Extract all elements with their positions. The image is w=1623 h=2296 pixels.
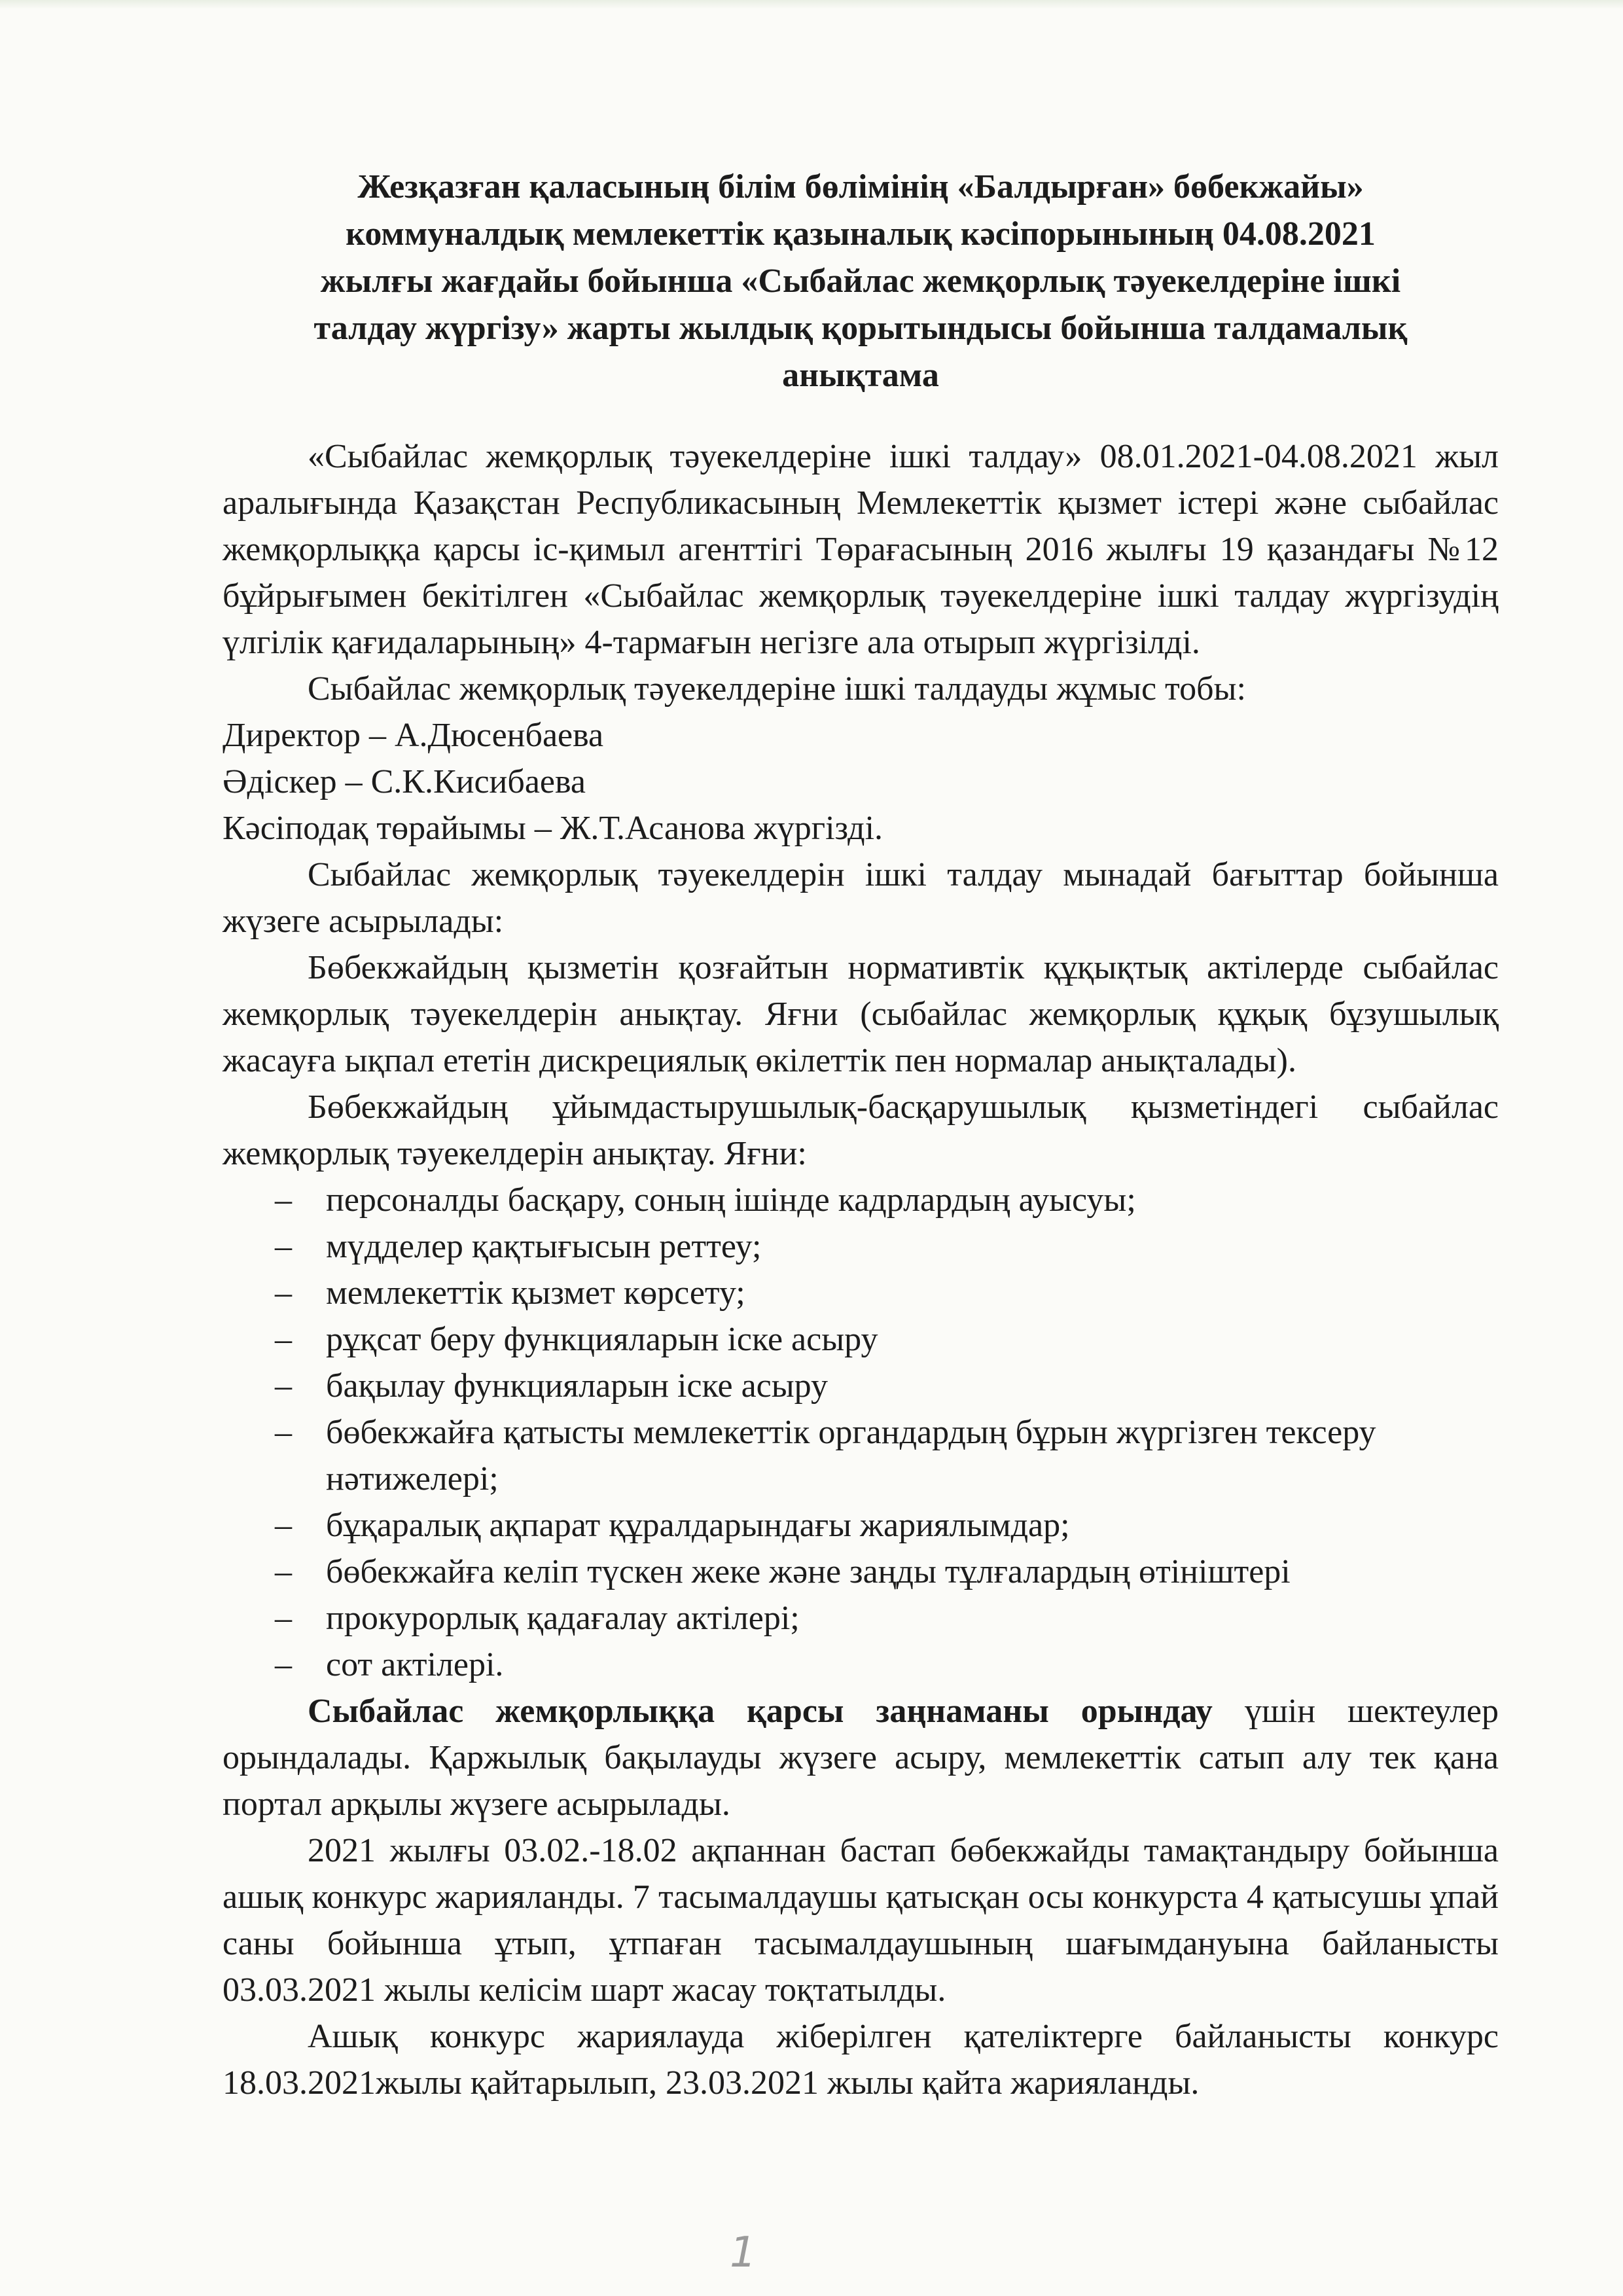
list-dash: –	[275, 1600, 292, 1637]
member-methodist: Әдіскер – С.К.Кисибаева	[223, 763, 586, 800]
member-union-chair: Кәсіподақ төрайымы – Ж.Т.Асанова жүргізді.	[223, 810, 883, 847]
list-item-text: бөбекжайға келіп түскен жеке және заңды тұлғалардың өтініштері	[326, 1553, 1291, 1590]
list-dash: –	[275, 1228, 292, 1265]
intro-paragraph: «Сыбайлас жемқорлық тәуекелдеріне ішкі талдау» 08.01.2021-04.08.2021 жыл аралығында Қазақстан Республикасының Мемлекеттік қызмет істері және сыбайлас жемқорлыққа қарсы іс-қимыл агенттігі Төрағасының 2016 жылғы 19 қазандағы №12 бұйрығымен бекітілген «Сыбайлас жемқорлық тәуекелдеріне ішкі талдау жүргізудің үлгілік қағидаларының» 4-тармағын негізге ала отырып жүргізілді.	[223, 438, 1499, 661]
list-dash: –	[275, 1414, 292, 1451]
title-line: жылғы жағдайы бойынша «Сыбайлас жемқорлық тәуекелдеріне ішкі	[320, 262, 1401, 300]
title-line: Жезқазған қаласының білім бөлімінің «Балдырған» бөбекжайы»	[357, 168, 1364, 206]
list-dash: –	[275, 1274, 292, 1312]
contest-paragraph: 2021 жылғы 03.02.-18.02 ақпаннан бастап бөбекжайды тамақтандыру бойынша ашық конкурс жарияланды. 7 тасымалдаушы қатысқан осы конкурста 4 қатысушы ұпай саны бойынша ұтып, ұтпаған тасымалдаушының шағымдануына байланысты 03.03.2021 жылы келісім шарт жасау тоқтатылды.	[223, 1832, 1499, 2009]
risk-areas-list	[223, 1177, 1499, 1688]
organizational-paragraph: Бөбекжайдың ұйымдастырушылық-басқарушылық қызметіндегі сыбайлас жемқорлық тәуекелдерін анықтау. Яғни:	[223, 1088, 1499, 1172]
list-item-text: бұқаралық ақпарат құралдарындағы жариялымдар;	[326, 1507, 1070, 1544]
normative-paragraph: Бөбекжайдың қызметін қозғайтын нормативтік құқықтық актілерде сыбайлас жемқорлық тәуекелдерін анықтау. Яғни (сыбайлас жемқорлық құқық бұзушылық жасауға ықпал ететін дискрециялық өкілеттік пен нормалар анықталады).	[223, 949, 1499, 1079]
list-dash: –	[275, 1181, 292, 1219]
title-line: коммуналдық мемлекеттік қазыналық кәсіпорынының 04.08.2021	[346, 215, 1376, 253]
list-dash: –	[275, 1646, 292, 1683]
contest-errors-paragraph: Ашық конкурс жариялауда жіберілген қателіктерге байланысты конкурс 18.03.2021жылы қайтарылып, 23.03.2021 жылы қайта жарияланды.	[223, 2018, 1499, 2102]
law-text: үшін шектеулер орындалады. Қаржылық бақылауды жүзеге асыру, мемлекеттік сатып алу тек қана портал арқылы жүзеге асырылады.	[223, 1693, 1499, 1823]
list-item	[275, 1363, 1499, 1409]
list-dash: –	[275, 1507, 292, 1544]
page-number: 1	[730, 2229, 757, 2277]
title-line: анықтама	[782, 357, 939, 394]
document-page	[223, 164, 1499, 2106]
list-item-text: рұқсат беру функцияларын іске асыру	[326, 1321, 878, 1358]
list-item-text: прокурорлық қадағалау актілері;	[326, 1600, 800, 1637]
list-dash: –	[275, 1367, 292, 1405]
list-item	[275, 1177, 1499, 1223]
list-item-text: сот актілері.	[326, 1646, 504, 1683]
scan-edge	[0, 0, 1623, 9]
title-line: талдау жүргізу» жарты жылдық қорытындысы бойынша талдамалық	[313, 310, 1408, 347]
law-paragraph	[223, 1688, 1499, 1827]
list-item-text: персоналды басқару, соның ішінде кадрлардың ауысуы;	[326, 1181, 1136, 1219]
list-dash: –	[275, 1321, 292, 1358]
law-heading: Сыбайлас жемқорлыққа қарсы заңнаманы орындау	[308, 1693, 1213, 1730]
list-item	[275, 1270, 1499, 1316]
list-item-text: бақылау функцияларын іске асыру	[326, 1367, 828, 1405]
list-item	[275, 1549, 1499, 1595]
list-item-text: мемлекеттік қызмет көрсету;	[326, 1274, 745, 1312]
list-item	[275, 1316, 1499, 1363]
list-item-text: мүдделер қақтығысын реттеу;	[326, 1228, 762, 1265]
list-item	[275, 1409, 1499, 1502]
document-title	[223, 164, 1499, 399]
list-item-text: бөбекжайға қатысты мемлекеттік органдардың бұрын жүргізген тексеру нәтижелері;	[326, 1414, 1376, 1498]
directions-paragraph: Сыбайлас жемқорлық тәуекелдерін ішкі талдау мынадай бағыттар бойынша жүзеге асырылады:	[223, 856, 1499, 940]
list-item	[275, 1223, 1499, 1270]
list-dash: –	[275, 1553, 292, 1590]
list-item	[275, 1502, 1499, 1549]
list-item	[275, 1595, 1499, 1641]
working-group-intro: Сыбайлас жемқорлық тәуекелдеріне ішкі талдауды жұмыс тобы:	[308, 670, 1246, 708]
list-item	[275, 1641, 1499, 1688]
member-director: Директор – А.Дюсенбаева	[223, 717, 604, 754]
